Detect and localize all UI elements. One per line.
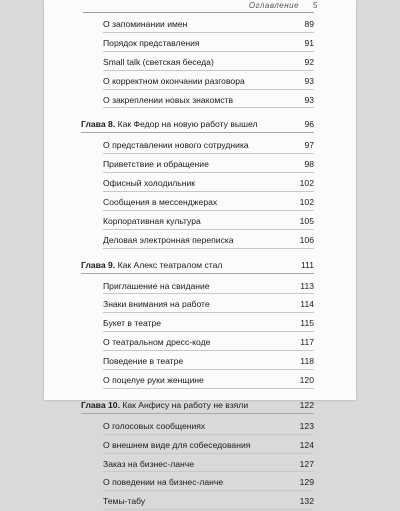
title-text: О закреплении новых знакомств [103, 94, 234, 105]
entry-title [103, 193, 217, 212]
chapter-label: Глава 10. [81, 399, 120, 410]
entry-title [103, 352, 183, 371]
toc-entry-row [44, 91, 356, 110]
page-number: 114 [300, 299, 314, 310]
title-text: Корпоративная культура [103, 215, 201, 226]
entry-title [103, 473, 223, 492]
toc-entry-row [44, 155, 356, 174]
page-number: 102 [299, 197, 314, 208]
chapter-label: Глава 9. [81, 259, 116, 270]
entry-title [103, 371, 204, 390]
toc-chapter-row [44, 256, 356, 275]
title-text: О корректном окончании разговора [103, 75, 245, 86]
toc-entry-row [44, 277, 356, 296]
page-number: 92 [304, 56, 314, 67]
title-text: Поведение в театре [103, 356, 184, 367]
page-number: 98 [304, 159, 314, 170]
entry-title [103, 417, 205, 436]
toc-entry-row [44, 136, 356, 155]
page-number: 117 [300, 337, 314, 348]
title-text: О запоминании имен [103, 19, 188, 29]
title-text: О внешнем виде для собеседования [103, 439, 251, 450]
title-text: Small talk (светская беседа) [103, 56, 214, 67]
title-text: О голосовых сообщениях [103, 420, 206, 431]
running-head [249, 1, 318, 10]
title-text: Знаки внимания на работе [103, 299, 210, 310]
title-text: О представлении нового сотрудника [103, 140, 249, 151]
page-number: 105 [299, 215, 314, 226]
entry-title [103, 314, 161, 333]
entry-title [103, 72, 245, 91]
toc-entry-row [44, 492, 356, 511]
chapter-title [81, 115, 257, 134]
toc-entry-row [44, 417, 356, 436]
entry-title [103, 15, 187, 34]
title-text: Сообщения в мессенджерах [103, 197, 218, 208]
page-number: 115 [300, 318, 314, 329]
page-number: 129 [299, 477, 314, 488]
toc-entry-row [44, 436, 356, 455]
title-text: Темы-табу [103, 496, 146, 507]
title-text: Приглашение на свидание [103, 280, 210, 291]
entry-title [103, 436, 250, 455]
toc-entry-row [44, 295, 356, 314]
title-text: О театральном дресс-коде [103, 337, 211, 348]
page-number: 96 [304, 119, 314, 130]
page-number: 132 [299, 496, 314, 507]
running-head-title: Оглавление [248, 1, 300, 10]
toc-chapter-row [44, 115, 356, 134]
book-page [44, 0, 356, 507]
toc-entry-row [44, 455, 356, 474]
page-number: 124 [299, 439, 314, 450]
toc-entry-row [44, 352, 356, 371]
title-text: Заказ на бизнес-ланче [103, 458, 194, 469]
toc-entry-row [44, 371, 356, 390]
toc-entry-row [44, 473, 356, 492]
toc-entry-row [44, 53, 356, 72]
page-number: 123 [299, 420, 314, 431]
page-number: 93 [304, 94, 314, 105]
entry-title [103, 155, 209, 174]
page-number: 113 [300, 280, 314, 291]
entry-title [103, 333, 210, 352]
entry-title [103, 174, 195, 193]
toc-entry-row [44, 212, 356, 231]
chapter-title [81, 396, 248, 415]
page-number: 93 [304, 75, 314, 86]
page-number: 97 [304, 140, 314, 151]
page-number: 106 [299, 234, 314, 245]
toc-chapter-row [44, 396, 356, 415]
toc-entry-row [44, 15, 356, 34]
entry-title [103, 136, 249, 155]
page-number: 111 [300, 259, 314, 270]
entry-title [103, 295, 210, 314]
title-text: Как Анфису на работу не взяли [122, 399, 249, 410]
entry-title [103, 231, 234, 250]
header-rule [83, 12, 314, 13]
entry-title [103, 212, 201, 231]
title-text: Как Алекс театралом стал [117, 259, 223, 270]
entry-title [103, 34, 200, 53]
toc-entry-row [44, 174, 356, 193]
entry-title [103, 455, 194, 474]
title-text: Букет в театре [103, 318, 162, 329]
toc-entry-row [44, 72, 356, 91]
entry-title [103, 277, 210, 296]
page-number: 91 [304, 37, 314, 48]
page-number: 102 [299, 178, 314, 189]
title-text: О поведении на бизнес-ланче [103, 477, 224, 488]
chapter-title [81, 256, 222, 275]
page-number: 122 [299, 399, 314, 410]
toc-entry-row [44, 193, 356, 212]
toc-entry-row [44, 333, 356, 352]
page-number: 89 [304, 19, 314, 29]
page-number: 120 [299, 375, 314, 386]
page-number: 118 [300, 356, 314, 367]
chapter-label: Глава 8. [81, 119, 116, 130]
entry-title [103, 53, 214, 72]
title-text: О поцелуе руки женщине [103, 375, 204, 386]
entry-title [103, 492, 145, 511]
table-of-contents [44, 15, 356, 511]
toc-entry-row [44, 34, 356, 53]
title-text: Приветствие и обращение [103, 159, 209, 170]
running-head-page-number: 5 [313, 1, 318, 10]
title-text: Деловая электронная переписка [103, 234, 234, 245]
toc-entry-row [44, 314, 356, 333]
page-number: 127 [299, 458, 314, 469]
title-text: Порядок представления [103, 37, 200, 48]
entry-title [103, 91, 233, 110]
toc-entry-row [44, 231, 356, 250]
title-text: Как Федор на новую работу вышел [117, 119, 258, 130]
title-text: Офисный холодильник [103, 178, 196, 189]
